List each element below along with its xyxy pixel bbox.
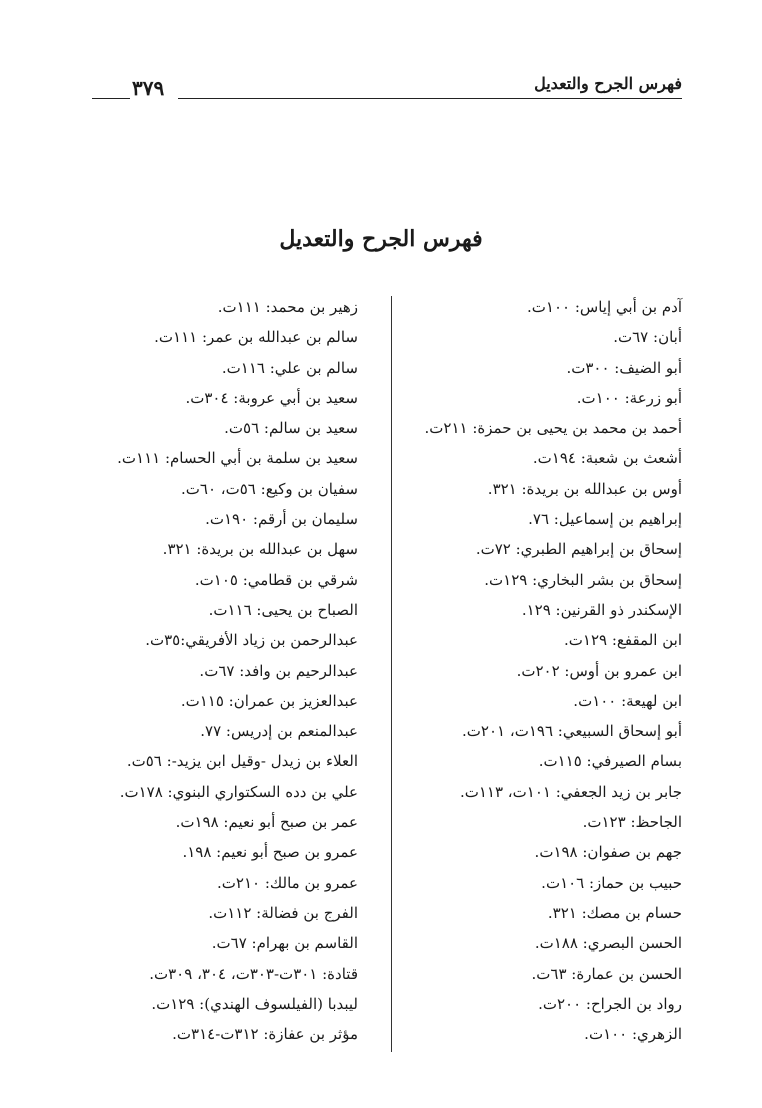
index-entry: أبان: ٦٧ت. <box>613 328 682 347</box>
running-title: فهرس الجرح والتعديل <box>534 74 682 93</box>
index-entry: زهير بن محمد: ١١١ت. <box>217 298 358 316</box>
index-entry: سعيد بن سلمة بن أبي الحسام: ١١١ت. <box>117 449 358 468</box>
index-entry: حسام بن مصك: ٣٢١. <box>547 903 682 922</box>
index-entry: عبدالعزيز بن عمران: ١١٥ت. <box>180 691 358 710</box>
index-entry: أشعث بن شعبة: ١٩٤ت. <box>532 449 682 468</box>
index-entry: أبو زرعة: ١٠٠ت. <box>576 388 682 407</box>
index-entry: ليبدبا (الفيلسوف الهندي): ١٢٩ت. <box>151 994 358 1013</box>
index-entry: سفيان بن وكيع: ٥٦ت، ٦٠ت. <box>181 479 358 498</box>
index-entry: سعيد بن أبي عروبة: ٣٠٤ت. <box>185 388 358 407</box>
running-header <box>92 62 682 102</box>
index-entry: الإسكندر ذو القرنين: ١٢٩. <box>521 600 682 619</box>
index-entry: عبدالرحيم بن وافد: ٦٧ت. <box>199 661 358 680</box>
page-number: ٣٧٩ <box>132 76 165 100</box>
index-entry: الفرج بن فضالة: ١١٢ت. <box>208 903 358 922</box>
index-entry: أوس بن عبدالله بن بريدة: ٣٢١. <box>487 479 682 498</box>
index-entry: سعيد بن سالم: ٥٦ت. <box>224 419 358 438</box>
index-entry: عمر بن صبح أبو نعيم: ١٩٨ت. <box>175 813 358 832</box>
index-entry: الصباح بن يحيى: ١١٦ت. <box>208 600 358 619</box>
index-entry: عمرو بن مالك: ٢١٠ت. <box>217 873 358 892</box>
index-entry: جابر بن زيد الجعفي: ١٠١ت، ١١٣ت. <box>459 782 682 801</box>
index-entry: عبدالمنعم بن إدريس: ٧٧. <box>200 722 358 741</box>
index-entry: أبو الضيف: ٣٠٠ت. <box>566 358 682 377</box>
index-entry: الحسن بن عمارة: ٦٣ت. <box>531 964 682 983</box>
index-entry: ابن المقفع: ١٢٩ت. <box>564 631 682 650</box>
index-entry: الجاحظ: ١٢٣ت. <box>582 813 682 832</box>
index-entry: عمرو بن صبح أبو نعيم: ١٩٨. <box>182 843 358 862</box>
header-rule <box>92 98 682 99</box>
index-entry: ابن عمرو بن أوس: ٢٠٢ت. <box>516 661 682 680</box>
index-entry: سالم بن عبدالله بن عمر: ١١١ت. <box>154 328 358 347</box>
index-entry: أبو إسحاق السبيعي: ١٩٦ت، ٢٠١ت. <box>462 722 682 741</box>
index-entry: عبدالرحمن بن زياد الأفريقي:٣٥ت. <box>145 631 358 650</box>
index-entry: الحسن البصري: ١٨٨ت. <box>534 934 682 953</box>
index-column-left <box>76 292 358 1049</box>
index-entry: آدم بن أبي إياس: ١٠٠ت. <box>527 298 682 316</box>
index-entry: بسام الصيرفي: ١١٥ت. <box>538 752 682 771</box>
index-entry: الزهري: ١٠٠ت. <box>584 1025 682 1044</box>
index-entry: جهم بن صفوان: ١٩٨ت. <box>534 843 682 862</box>
index-entry: إسحاق بن إبراهيم الطبري: ٧٢ت. <box>475 540 682 559</box>
index-entry: علي بن دده السكتواري البنوي: ١٧٨ت. <box>119 782 358 801</box>
index-column-right <box>386 292 682 1049</box>
index-entry: سالم بن علي: ١١٦ت. <box>221 358 358 377</box>
index-entry: حبيب بن حماز: ١٠٦ت. <box>541 873 682 892</box>
page-title: فهرس الجرح والتعديل <box>279 226 483 252</box>
index-entry: إسحاق بن بشر البخاري: ١٢٩ت. <box>484 570 682 589</box>
index-entry: قتادة: ٣٠١ت-٣٠٣ت، ٣٠٤، ٣٠٩ت. <box>149 964 358 983</box>
index-entry: القاسم بن بهرام: ٦٧ت. <box>211 934 358 953</box>
index-entry: أحمد بن محمد بن يحيى بن حمزة: ٢١١ت. <box>424 419 682 438</box>
index-entry: العلاء بن زيدل -وقيل ابن يزيد-: ٥٦ت. <box>126 752 358 771</box>
index-entry: ابن لهيعة: ١٠٠ت. <box>573 691 682 710</box>
index-entry: مؤثر بن عفازة: ٣١٢ت-٣١٤ت. <box>172 1025 358 1044</box>
index-entry: سليمان بن أرقم: ١٩٠ت. <box>205 510 358 529</box>
index-entry: سهل بن عبدالله بن بريدة: ٣٢١. <box>162 540 358 559</box>
index-entry: شرقي بن قطامي: ١٠٥ت. <box>194 570 358 589</box>
index-entry: رواد بن الجراح: ٢٠٠ت. <box>538 994 682 1013</box>
index-entry: إبراهيم بن إسماعيل: ٧٦. <box>528 510 682 529</box>
column-divider <box>391 296 392 1052</box>
